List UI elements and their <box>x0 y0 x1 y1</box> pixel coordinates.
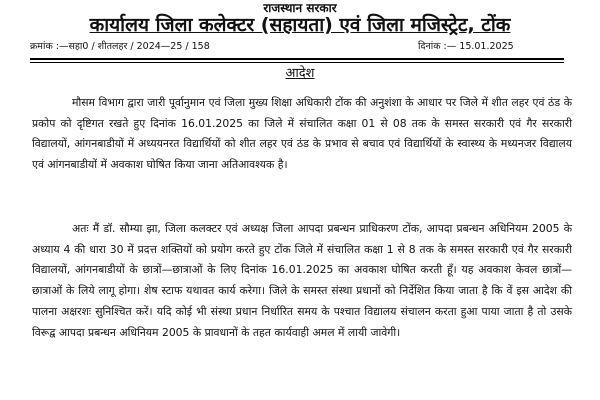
order-paragraph-2: अतः मैं डॉ. सौम्या झा, जिला कलक्टर एवं अध्यक्ष जिला आपदा प्रबन्धन प्राधिकरण टोंक, आपदा प्रबन्धन अधिनियम 2005 के अध्याय 4 की धारा 30 में प्रदत्त शक्तियों को प्रयोग करते हुए टोंक जिले में संचालित कक्षा 1 से 8 तक के समस्त सरकारी एवं गैर सरकारी विद्यालयों, आंगनबाडीयों के छात्रों—छात्राओं के लिए दिनांक 16.01.2025 का अवकाश घोषित करती हूँ। यह अवकाश केवल छात्रों—छात्राओं के लिये लागू होगा। शेष स्टाफ यथावत कार्य करेगा। जिले के समस्त संस्था प्रधानों को निर्देशित किया जाता है कि वें इस आदेश की पालना अक्षरशः सुनिश्चित करें। यदि कोई भी संस्था प्रधान निर्धारित समय के पश्चात विद्यालय संचालन करता हुआ पाया जाता है तो उसके विरूद्व आपदा प्रबन्धन अधिनियम 2005 के प्रावधानों के तहत कार्यवाही अमल में लायी जावेगी। <box>32 222 572 339</box>
order-paragraph-1: मौसम विभाग द्वारा जारी पूर्वानुमान एवं जिला मुख्य शिक्षा अधिकारी टोंक की अनुशंशा के आधार पर जिले में शीत लहर एवं ठंड के प्रकोप को दृष्टिगत रखते हुए दिनांक 16.01.2025 का जिले में संचालित कक्षा 01 से 08 तक के समस्त सरकारी एवं गैर सरकारी विद्यालयों, आंगनबाडीयों में अध्ययनरत विद्यार्थियों को शीत लहर एवं ठंड के प्रभाव से बचाव एवं विद्यार्थियों के स्वास्थ्य के मध्यनजर विद्यालय एवं आंगनबाडीयों में अवकाश घोषित किया जाना अतिआवश्यक है। <box>32 96 572 172</box>
reference-date: दिनांक :— 15.01.2025 <box>418 41 514 52</box>
order-title-text: आदेश <box>285 66 315 81</box>
office-heading <box>0 13 600 37</box>
header-divider <box>30 58 564 60</box>
state-government-heading: राजस्थान सरकार <box>263 1 337 15</box>
office-heading-text: कार्यालय जिला कलेक्टर (सहायता) एवं जिला मजिस्ट्रेट, टोंक <box>89 14 511 36</box>
reference-number: क्रमांक :—सहा0 / शीतलहर / 2024—25 / 158 <box>30 41 210 52</box>
order-title <box>0 66 600 82</box>
